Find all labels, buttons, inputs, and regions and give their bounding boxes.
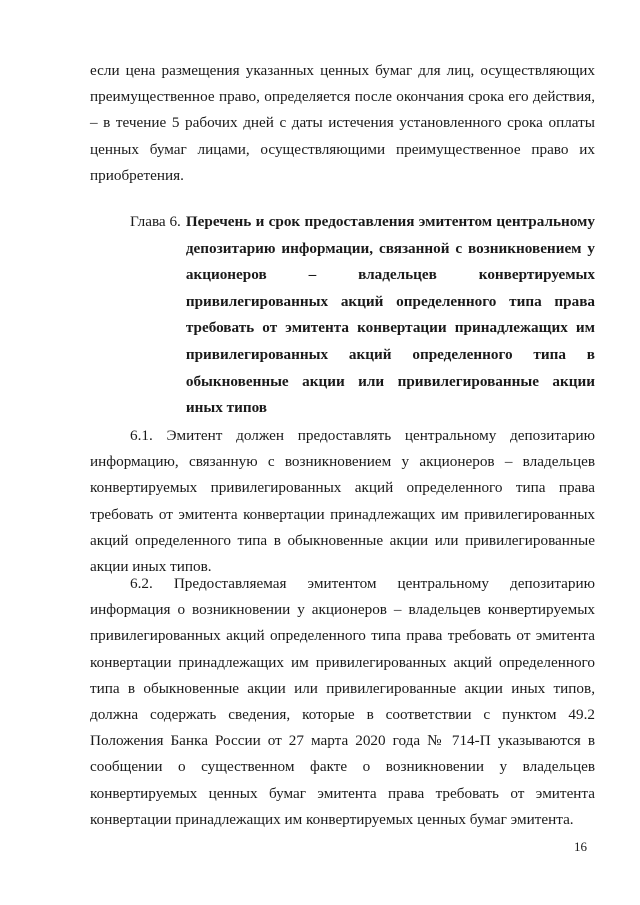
intro-paragraph: если цена размещения указанных ценных бумаг для лиц, осуществляющих преимущественное право, определяется после окончания срока его действия, – в течение 5 рабочих дней с даты истечения установленного срока оплаты ценных бумаг лицами, осуществляющими преимущественное право их приобретения. [90, 62, 595, 184]
page-number: 16 [574, 839, 587, 854]
paragraph-6-1: 6.1. Эмитент должен предоставлять центральному депозитарию информацию, связанную с возникновением у акционеров – владельцев конвертируемых привилегированных акций определенного типа права требовать от эмитента конвертации принадлежащих им привилегированных акций определенного типа в обыкновенные акции или привилегированные акции иных типов. [90, 427, 595, 576]
chapter-title: Перечень и срок предоставления эмитентом центральному депозитарию информации, связанной с возникновением у акционеров – владельцев конвертируемых привилегированных акций определенного типа права требовать от эмитента конвертации принадлежащих им привилегированных акций определенного типа в обыкновенные акции или привилегированные акции иных типов [185, 213, 595, 417]
chapter-heading [130, 209, 595, 422]
paragraph-6-2: 6.2. Предоставляемая эмитентом центральному депозитарию информация о возникновении у акционеров – владельцев конвертируемых привилегированных акций определенного типа права требовать от эмитента конвертации принадлежащих им привилегированных акций определенного типа в обыкновенные акции или привилегированные акции иных типов, должна содержать сведения, которые в соответствии с пунктом 49.2 Положения Банка России от 27 марта 2020 года № 714-П указываются в сообщении о существенном факте о возникновении у владельцев конвертируемых ценных бумаг эмитента права требовать от эмитента конвертации принадлежащих им конвертируемых ценных бумаг эмитента. [90, 575, 595, 828]
chapter-label: Глава 6. [130, 213, 181, 230]
